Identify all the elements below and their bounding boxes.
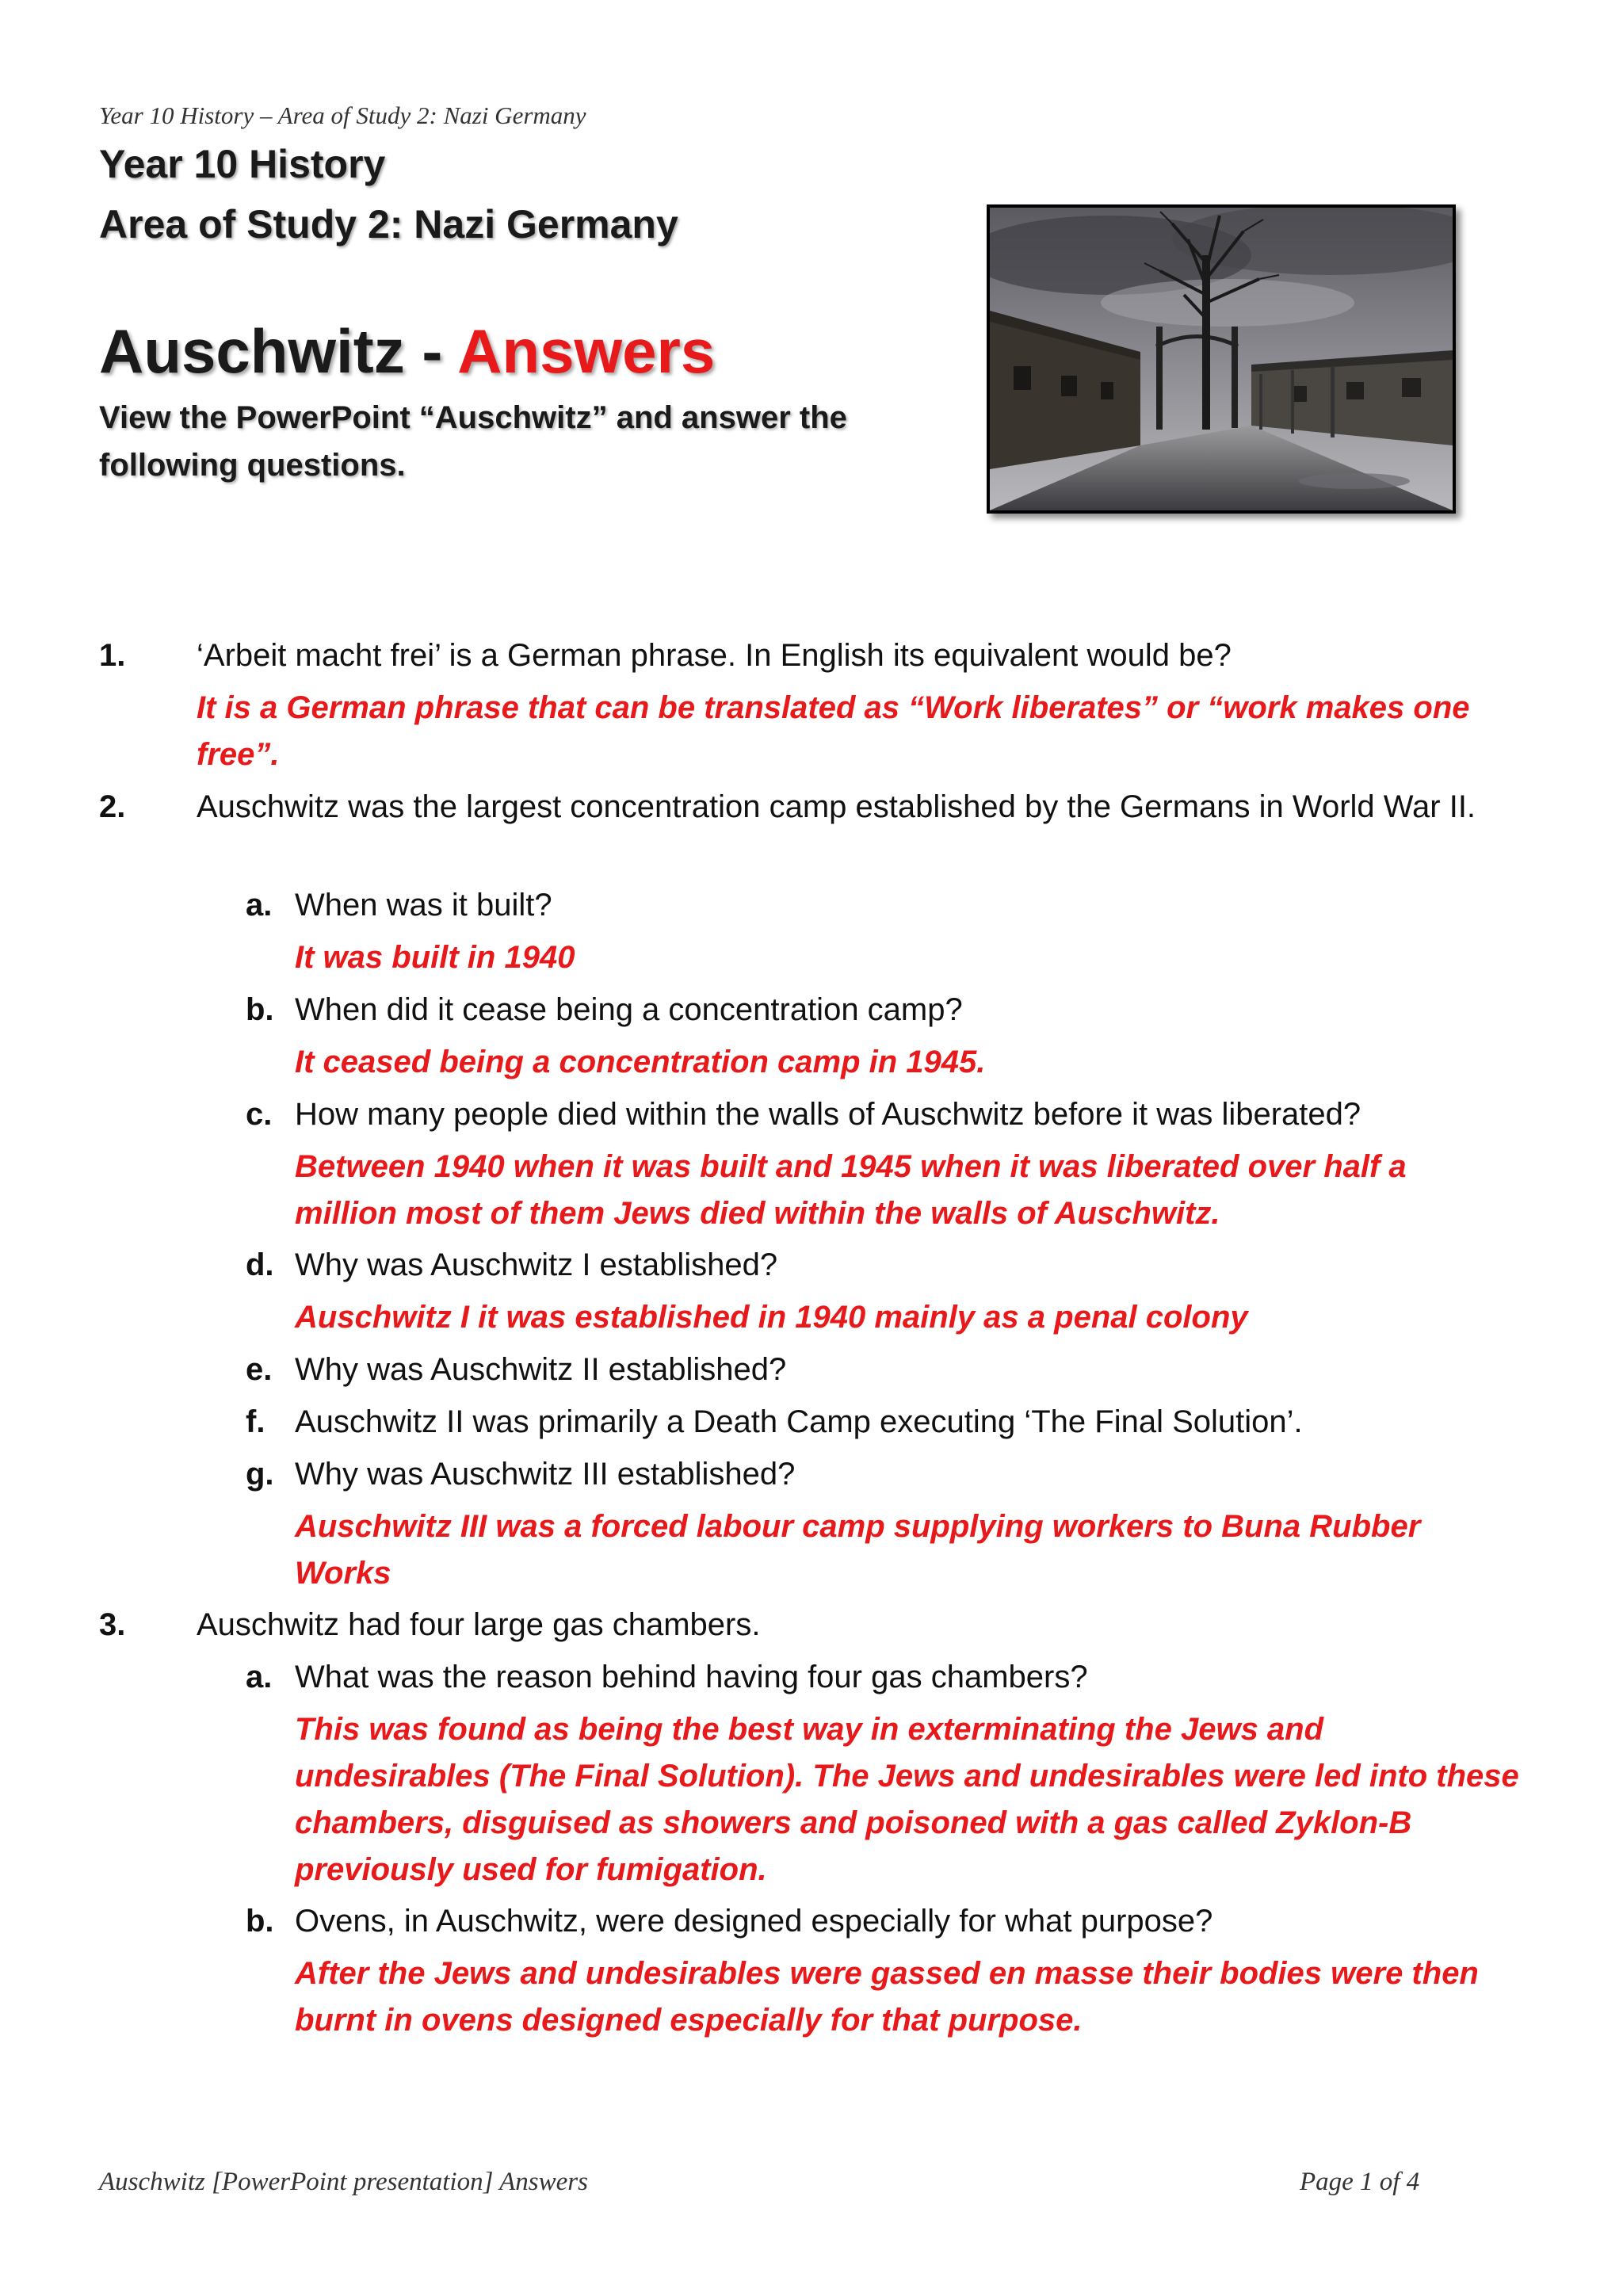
question-2g-letter: g. bbox=[246, 1457, 274, 1492]
question-1-answer: It is a German phrase that can be translated as “Work liberates” or “work makes one free”. bbox=[197, 690, 1470, 772]
question-2e-text: Why was Auschwitz II established? bbox=[295, 1352, 787, 1387]
question-2-text: Auschwitz was the largest concentration camp established by the Germans in World War II. bbox=[197, 789, 1476, 824]
question-3b-letter: b. bbox=[246, 1904, 274, 1939]
question-3b-answer: After the Jews and undesirables were gassed en masse their bodies were then burnt in ovens designed especially for that purpose. bbox=[295, 1956, 1479, 2038]
page-number: Page 1 of 4 bbox=[1300, 2168, 1420, 2196]
question-3a-letter: a. bbox=[246, 1660, 273, 1694]
question-2c-letter: c. bbox=[246, 1097, 273, 1132]
footer-title: Auschwitz [PowerPoint presentation] Answers bbox=[99, 2168, 588, 2196]
page-title-accent: Answers bbox=[457, 316, 716, 386]
question-2b-answer: It ceased being a concentration camp in 1945. bbox=[295, 1045, 986, 1079]
question-2g-text: Why was Auschwitz III established? bbox=[295, 1457, 796, 1492]
question-2f-text: Auschwitz II was primarily a Death Camp executing ‘The Final Solution’. bbox=[295, 1404, 1303, 1439]
question-2d-answer: Auschwitz I it was established in 1940 mainly as a penal colony bbox=[295, 1300, 1248, 1335]
course-title: Year 10 History bbox=[99, 142, 386, 186]
question-2e-letter: e. bbox=[246, 1352, 273, 1387]
running-header: Year 10 History – Area of Study 2: Nazi Germany bbox=[99, 101, 586, 129]
question-2c-answer: Between 1940 when it was built and 1945 when it was liberated over half a million most of them Jews died within the walls of Auschwitz. bbox=[295, 1149, 1407, 1231]
question-3b-text: Ovens, in Auschwitz, were designed especially for what purpose? bbox=[295, 1904, 1213, 1939]
question-2d-letter: d. bbox=[246, 1247, 274, 1282]
question-3a-answer: This was found as being the best way in exterminating the Jews and undesirables (The Final Solution). The Jews and undesirables were led into these chambers, disguised as showers and poisoned with a gas called Zyklon-B previously used for fumigation. bbox=[295, 1712, 1519, 1887]
question-2b-text: When did it cease being a concentration camp? bbox=[295, 992, 963, 1027]
question-2f-letter: f. bbox=[246, 1404, 265, 1439]
question-3-text: Auschwitz had four large gas chambers. bbox=[197, 1607, 761, 1642]
question-2a-text: When was it built? bbox=[295, 888, 552, 923]
auschwitz-gate-photo bbox=[987, 204, 1456, 514]
question-2a-answer: It was built in 1940 bbox=[295, 940, 575, 975]
question-2d-text: Why was Auschwitz I established? bbox=[295, 1247, 778, 1282]
photo-illustration bbox=[990, 208, 1453, 510]
question-3a-text: What was the reason behind having four gas chambers? bbox=[295, 1660, 1088, 1694]
page-title bbox=[99, 315, 715, 388]
question-2c-text: How many people died within the walls of Auschwitz before it was liberated? bbox=[295, 1097, 1361, 1132]
question-3-number: 3. bbox=[99, 1607, 126, 1642]
instruction-text: View the PowerPoint “Auschwitz” and answer the following questions. bbox=[99, 400, 847, 483]
question-1-number: 1. bbox=[99, 638, 126, 673]
question-2a-letter: a. bbox=[246, 888, 273, 923]
question-2b-letter: b. bbox=[246, 992, 274, 1027]
question-1-text: ‘Arbeit macht frei’ is a German phrase. In English its equivalent would be? bbox=[197, 638, 1232, 673]
question-2-number: 2. bbox=[99, 789, 126, 824]
question-2g-answer: Auschwitz III was a forced labour camp supplying workers to Buna Rubber Works bbox=[295, 1509, 1421, 1591]
page-title-prefix: Auschwitz - bbox=[99, 316, 458, 386]
area-title: Area of Study 2: Nazi Germany bbox=[99, 202, 678, 246]
